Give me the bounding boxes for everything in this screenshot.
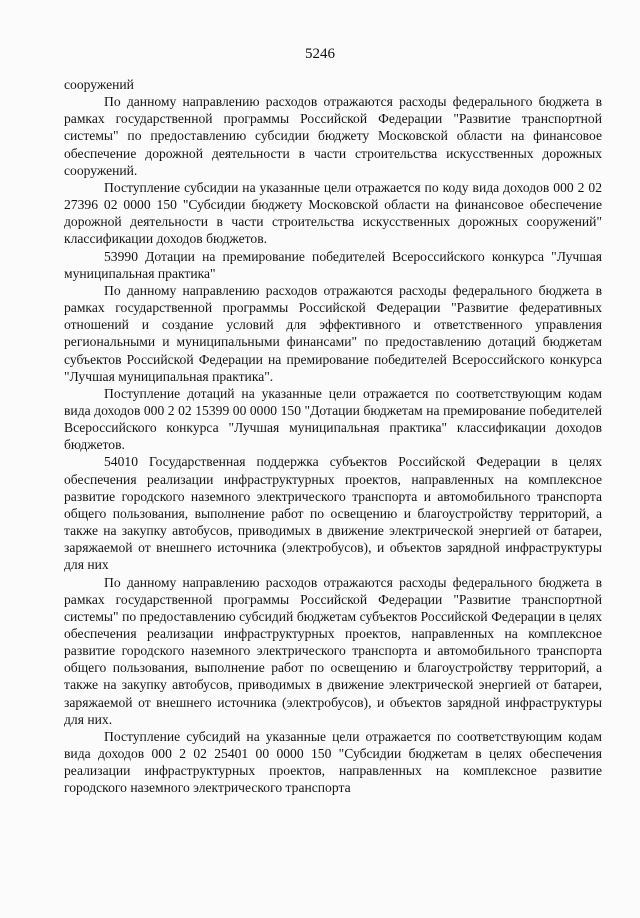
paragraph: Поступление субсидии на указанные цели отражается по коду вида доходов 000 2 02 27396 02 0000 150 "Субсидии бюджету Московской области на финансовое обеспечение дорожной деятельности в части строительства искусственных дорожных сооружений" классификации доходов бюджетов. [64, 179, 602, 247]
paragraph: По данному направлению расходов отражаются расходы федерального бюджета в рамках государственной программы Российской Федерации "Развитие федеративных отношений и создание условий для эффективного и ответственного управления региональными и муниципальными финансами" по предоставлению дотаций бюджетам субъектов Российской Федерации на премирование победителей Всероссийского конкурса "Лучшая муниципальная практика". [64, 282, 602, 384]
document-body [64, 76, 602, 797]
paragraph: По данному направлению расходов отражаются расходы федерального бюджета в рамках государственной программы Российской Федерации "Развитие транспортной системы" по предоставлению субсидии бюджету Московской области на финансовое обеспечение дорожной деятельности в части строительства искусственных дорожных сооружений. [64, 94, 602, 178]
paragraph: Поступление субсидий на указанные цели отражается по соответствующим кодам вида доходов 000 2 02 25401 00 0000 150 "Субсидии бюджетам в целях обеспечения реализации инфраструктурных проектов, направленных на комплексное развитие городского наземного электрического транспорта [64, 728, 602, 796]
section-heading: 54010 Государственная поддержка субъектов Российской Федерации в целях обеспечения реализации инфраструктурных проектов, направленных на комплексное развитие городского наземного электрического транспорта и автомобильного транспорта общего пользования, выполнение работ по освещению и благоустройству территорий, а также на закупку автобусов, приводимых в движение электрической энергией от батареи, заряжаемой от внешнего источника (электробусов), и объектов зарядной инфраструктуры для них [64, 454, 602, 573]
paragraph: По данному направлению расходов отражаются расходы федерального бюджета в рамках государственной программы Российской Федерации "Развитие транспортной системы" по предоставлению субсидий бюджетам субъектов Российской Федерации в целях обеспечения реализации инфраструктурных проектов, направленных на комплексное развитие городского наземного электрического транспорта и автомобильного транспорта общего пользования, выполнение работ по освещению и благоустройству территорий, а также на закупку автобусов, приводимых в движение электрической энергией от батареи, заряжаемой от внешнего источника (электробусов), и объектов зарядной инфраструктуры для них. [64, 574, 602, 727]
paragraph: Поступление дотаций на указанные цели отражается по соответствующим кодам вида доходов 000 2 02 15399 00 0000 150 "Дотации бюджетам на премирование победителей Всероссийского конкурса "Лучшая муниципальная практика" классификации доходов бюджетов. [64, 385, 602, 453]
page-number: 5246 [305, 46, 335, 62]
section-heading: 53990 Дотации на премирование победителей Всероссийского конкурса "Лучшая муниципальная практика" [64, 248, 602, 281]
paragraph-continuation: сооружений [64, 77, 134, 92]
